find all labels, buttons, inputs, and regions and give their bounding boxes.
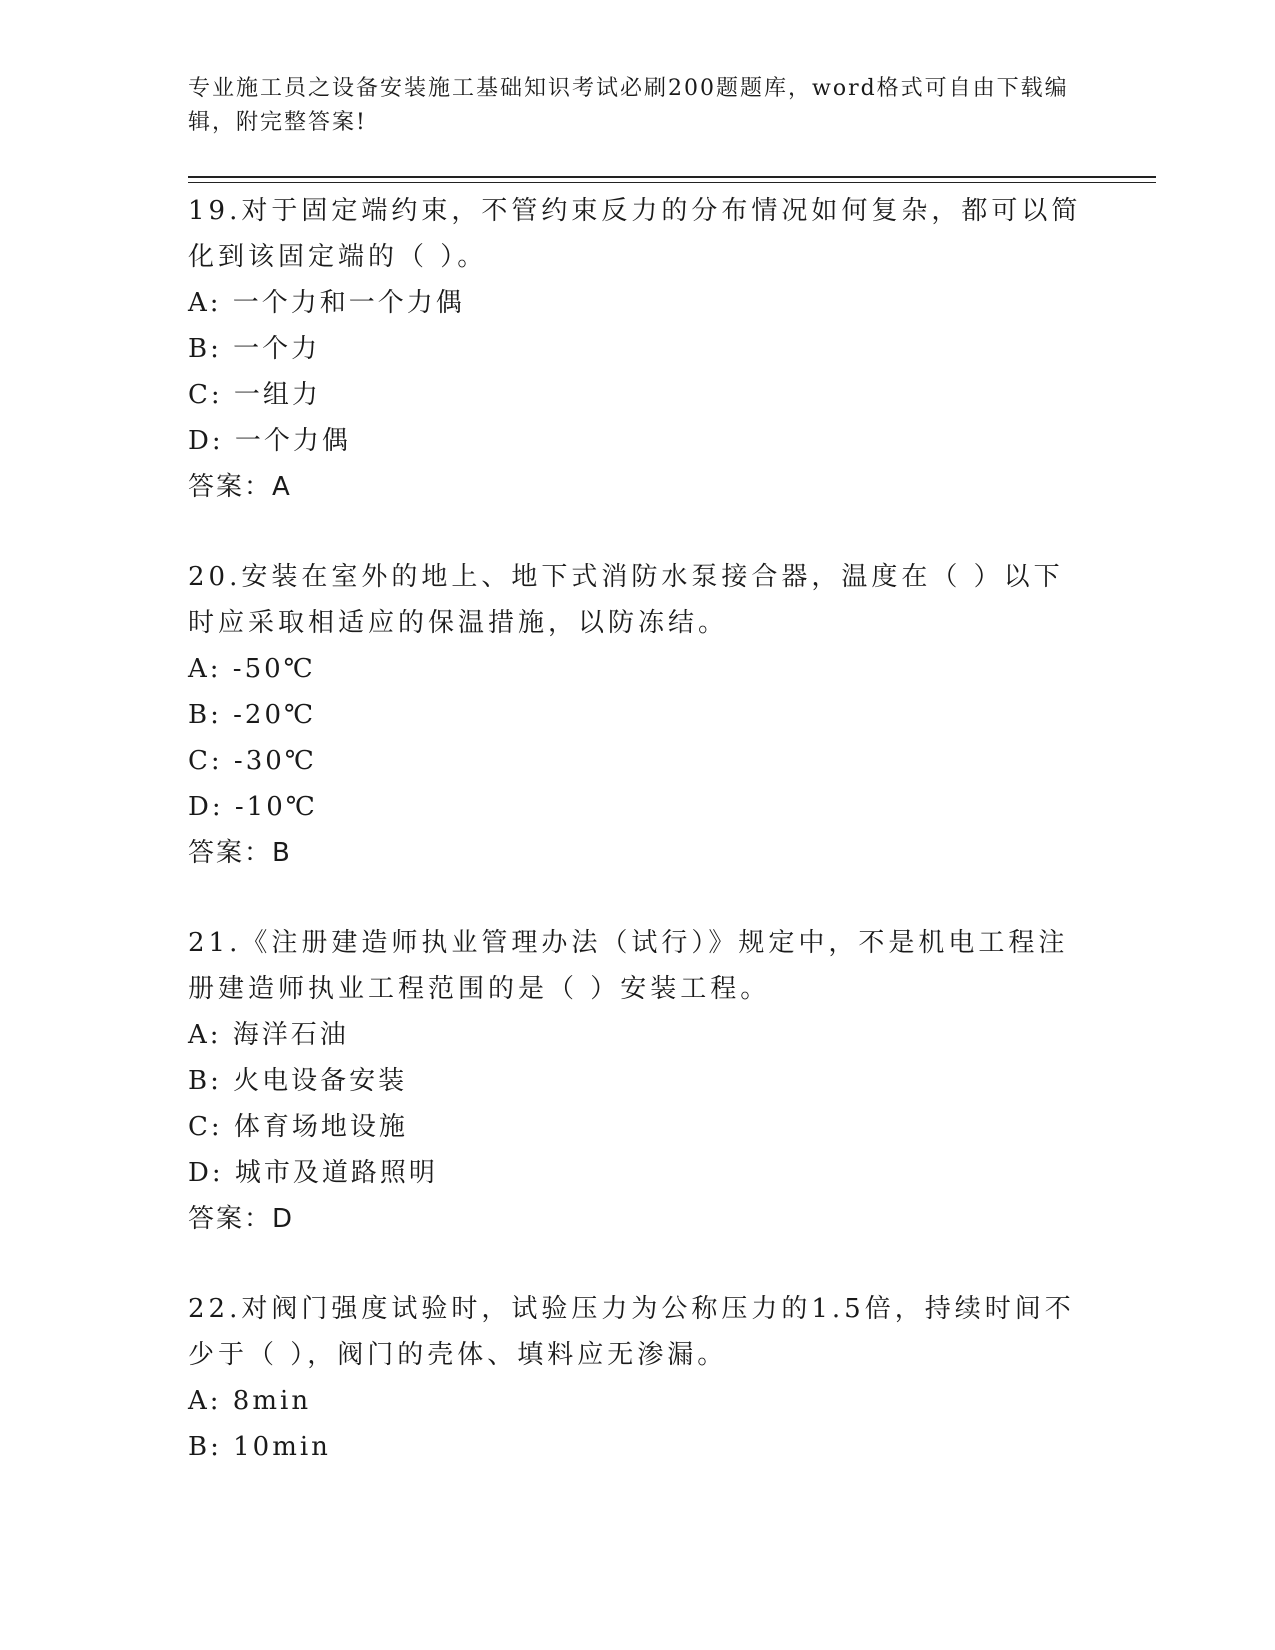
question-22 [188, 1286, 1088, 1470]
answer: 答案：B [188, 838, 292, 868]
answer: 答案：A [188, 472, 292, 502]
document-header: 专业施工员之设备安装施工基础知识考试必刷200题题库，word格式可自由下载编辑，附完整答案! [188, 76, 1069, 135]
option-b: B: 10min [188, 1432, 331, 1462]
option-a: A: 海洋石油 [188, 1020, 349, 1050]
header-rule-thin [188, 182, 1156, 183]
option-a: A: 一个力和一个力偶 [188, 288, 465, 318]
question-20 [188, 554, 1088, 876]
question-21 [188, 920, 1088, 1242]
option-c: C: 一组力 [188, 380, 321, 410]
question-text: 20.安装在室外的地上、地下式消防水泵接合器，温度在（ ）以下时应采取相适应的保温措施，以防冻结。 [188, 562, 1064, 638]
option-c: C: 体育场地设施 [188, 1112, 408, 1142]
option-d: D: 一个力偶 [188, 426, 351, 456]
option-d: D: -10℃ [188, 792, 318, 822]
question-text: 19.对于固定端约束，不管约束反力的分布情况如何复杂，都可以简化到该固定端的（ ）。 [188, 196, 1082, 272]
question-19 [188, 188, 1088, 510]
option-a: A: -50℃ [188, 654, 316, 684]
header-rule [188, 176, 1156, 178]
answer: 答案：D [188, 1204, 295, 1234]
question-text: 22.对阀门强度试验时，试验压力为公称压力的1.5倍，持续时间不少于（ ），阀门的壳体、填料应无渗漏。 [188, 1294, 1075, 1370]
question-list [188, 188, 1088, 1514]
option-d: D: 城市及道路照明 [188, 1158, 438, 1188]
option-c: C: -30℃ [188, 746, 317, 776]
option-b: B: -20℃ [188, 700, 317, 730]
option-a: A: 8min [188, 1386, 312, 1416]
question-text: 21.《注册建造师执业管理办法（试行）》规定中，不是机电工程注册建造师执业工程范围的是（ ）安装工程。 [188, 928, 1069, 1004]
option-b: B: 火电设备安装 [188, 1066, 408, 1096]
option-b: B: 一个力 [188, 334, 321, 364]
